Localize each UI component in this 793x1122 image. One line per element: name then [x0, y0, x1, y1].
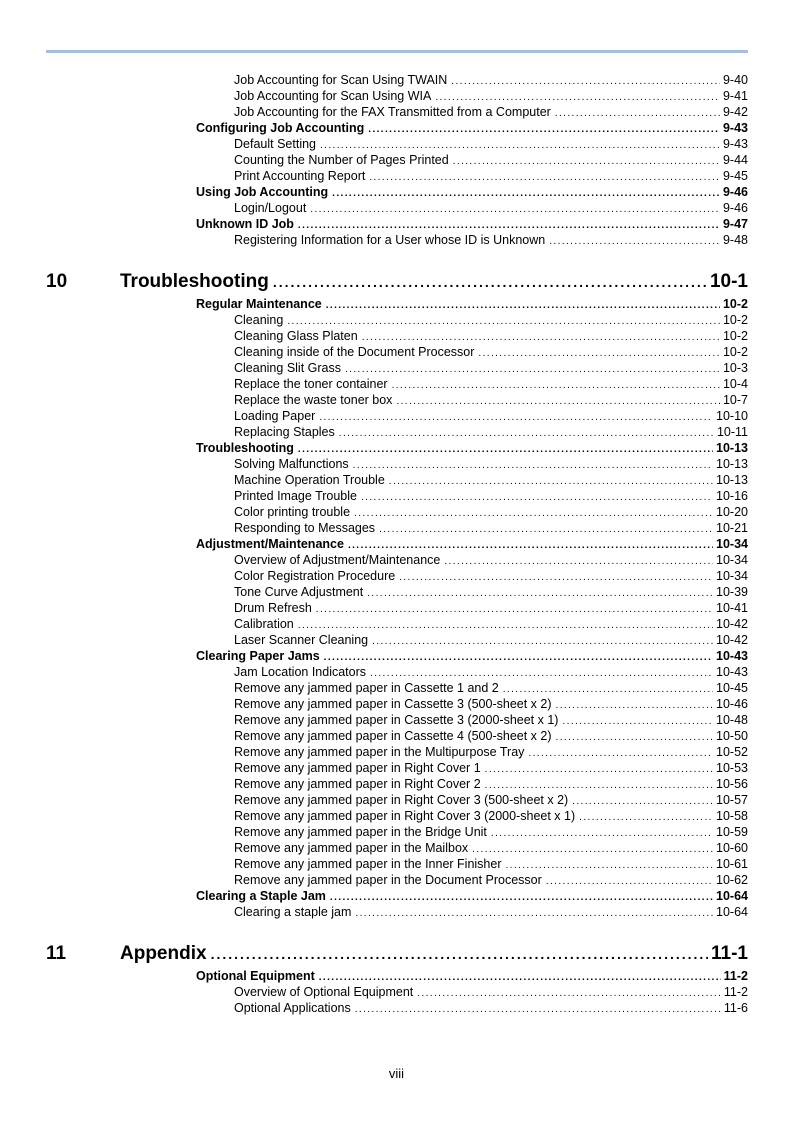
entry-title: Cleaning Slit Grass [234, 361, 341, 375]
dot-leader [370, 666, 713, 680]
subsection-entry[interactable] [234, 200, 748, 216]
section-entry[interactable] [196, 648, 748, 664]
entry-title: Replace the waste toner box [234, 393, 393, 407]
entry-page: 9-44 [722, 153, 748, 167]
entry-title: Clearing a staple jam [234, 905, 352, 919]
entry-page: 9-41 [722, 89, 748, 103]
entry-title: Cleaning inside of the Document Processor [234, 345, 475, 359]
subsection-entry[interactable] [234, 504, 748, 520]
entry-title: Remove any jammed paper in Cassette 3 (500-sheet x 2) [234, 697, 552, 711]
entry-page: 10-46 [716, 697, 748, 711]
dot-leader [324, 650, 713, 664]
entry-title: Appendix [120, 943, 207, 964]
entry-title: Replace the toner container [234, 377, 388, 391]
chapter-entry[interactable] [120, 942, 748, 966]
entry-page: 10-58 [716, 809, 748, 823]
subsection-entry[interactable] [234, 312, 748, 328]
subsection-entry[interactable] [234, 232, 748, 248]
entry-title: Tone Curve Adjustment [234, 585, 364, 599]
subsection-entry[interactable] [234, 632, 748, 648]
dot-leader [273, 270, 707, 294]
entry-page: 10-53 [716, 761, 748, 775]
dot-leader [555, 106, 720, 120]
entry-title: Troubleshooting [196, 441, 294, 455]
dot-leader [362, 330, 720, 344]
entry-page: 10-48 [716, 713, 748, 727]
entry-title: Responding to Messages [234, 521, 376, 535]
dot-leader [287, 314, 720, 328]
entry-title: Remove any jammed paper in Cassette 3 (2000-sheet x 1) [234, 713, 559, 727]
entry-title: Remove any jammed paper in Cassette 1 and 2 [234, 681, 499, 695]
dot-leader [310, 202, 720, 216]
dot-leader [369, 170, 720, 184]
dot-leader [372, 634, 713, 648]
entry-page: 9-42 [722, 105, 748, 119]
subsection-entry[interactable] [234, 840, 748, 856]
entry-page: 10-2 [722, 329, 748, 343]
dot-leader [316, 602, 713, 616]
chapter-number: 11 [46, 943, 67, 964]
subsection-entry[interactable] [234, 904, 748, 920]
entry-title: Unknown ID Job [196, 217, 294, 231]
entry-title: Remove any jammed paper in Right Cover 3 (500-sheet x 2) [234, 793, 569, 807]
dot-leader [389, 474, 713, 488]
entry-page: 10-1 [709, 271, 748, 292]
entry-page: 10-7 [722, 393, 748, 407]
dot-leader [361, 490, 713, 504]
subsection-entry[interactable] [234, 488, 748, 504]
entry-page: 10-56 [716, 777, 748, 791]
dot-leader [319, 410, 713, 424]
entry-title: Remove any jammed paper in Right Cover 3 (2000-sheet x 1) [234, 809, 576, 823]
subsection-entry[interactable] [234, 88, 748, 104]
dot-leader [326, 298, 720, 312]
subsection-entry[interactable] [234, 792, 748, 808]
dot-leader [355, 1002, 721, 1016]
subsection-entry[interactable] [234, 872, 748, 888]
dot-leader [444, 554, 713, 568]
dot-leader [503, 682, 713, 696]
dot-leader [451, 74, 720, 88]
entry-page: 10-2 [722, 345, 748, 359]
dot-leader [556, 698, 713, 712]
subsection-entry[interactable] [234, 344, 748, 360]
dot-leader [211, 942, 708, 966]
entry-title: Default Setting [234, 137, 316, 151]
entry-title: Remove any jammed paper in Cassette 4 (500-sheet x 2) [234, 729, 552, 743]
entry-page: 10-34 [716, 553, 748, 567]
entry-page: 9-48 [722, 233, 748, 247]
entry-title: Laser Scanner Cleaning [234, 633, 369, 647]
entry-title: Printed Image Trouble [234, 489, 357, 503]
section-entry[interactable] [196, 216, 748, 232]
entry-title: Remove any jammed paper in Right Cover 1 [234, 761, 481, 775]
entry-page: 10-34 [716, 569, 748, 583]
entry-page: 11-6 [723, 1001, 748, 1015]
section-entry[interactable] [196, 536, 748, 552]
entry-title: Print Accounting Report [234, 169, 366, 183]
entry-title: Color Registration Procedure [234, 569, 396, 583]
entry-page: 10-45 [716, 681, 748, 695]
subsection-entry[interactable] [234, 808, 748, 824]
entry-page: 10-57 [716, 793, 748, 807]
dot-leader [330, 890, 713, 904]
entry-page: 10-64 [716, 905, 748, 919]
entry-page: 10-59 [716, 825, 748, 839]
entry-page: 10-13 [716, 441, 748, 455]
entry-title: Remove any jammed paper in the Multipurpose Tray [234, 745, 525, 759]
dot-leader [491, 826, 713, 840]
subsection-entry[interactable] [234, 472, 748, 488]
dot-leader [399, 570, 713, 584]
section-entry[interactable] [196, 296, 748, 312]
dot-leader [478, 346, 720, 360]
entry-page: 10-16 [716, 489, 748, 503]
section-entry[interactable] [196, 888, 748, 904]
section-entry[interactable] [196, 968, 748, 984]
dot-leader [549, 234, 720, 248]
subsection-entry[interactable] [234, 360, 748, 376]
dot-leader [453, 154, 720, 168]
subsection-entry[interactable] [234, 984, 748, 1000]
section-entry[interactable] [196, 120, 748, 136]
entry-page: 10-11 [716, 425, 748, 439]
entry-page: 10-50 [716, 729, 748, 743]
entry-title: Remove any jammed paper in the Mailbox [234, 841, 469, 855]
section-entry[interactable] [196, 184, 748, 200]
entry-title: Login/Logout [234, 201, 307, 215]
subsection-entry[interactable] [234, 696, 748, 712]
dot-leader [355, 906, 713, 920]
entry-title: Using Job Accounting [196, 185, 329, 199]
entry-page: 10-2 [722, 297, 748, 311]
subsection-entry[interactable] [234, 568, 748, 584]
dot-leader [556, 730, 713, 744]
dot-leader [367, 586, 713, 600]
entry-title: Clearing Paper Jams [196, 649, 320, 663]
entry-title: Overview of Adjustment/Maintenance [234, 553, 441, 567]
dot-leader [320, 138, 720, 152]
entry-page: 10-64 [716, 889, 748, 903]
entry-title: Job Accounting for the FAX Transmitted from a Computer [234, 105, 551, 119]
dot-leader [546, 874, 713, 888]
entry-title: Regular Maintenance [196, 297, 322, 311]
entry-page: 9-40 [722, 73, 748, 87]
dot-leader [472, 842, 713, 856]
entry-page: 10-21 [716, 521, 748, 535]
entry-title: Optional Applications [234, 1001, 351, 1015]
entry-title: Calibration [234, 617, 294, 631]
dot-leader [339, 426, 714, 440]
page-number: viii [388, 1066, 405, 1081]
entry-title: Optional Equipment [196, 969, 315, 983]
entry-title: Remove any jammed paper in the Document Processor [234, 873, 542, 887]
subsection-entry[interactable] [234, 424, 748, 440]
entry-page: 10-52 [716, 745, 748, 759]
subsection-entry[interactable] [234, 744, 748, 760]
entry-page: 9-43 [722, 121, 748, 135]
dot-leader [319, 970, 721, 984]
dot-leader [298, 618, 713, 632]
entry-page: 10-10 [716, 409, 748, 423]
entry-page: 10-3 [722, 361, 748, 375]
subsection-entry[interactable] [234, 72, 748, 88]
subsection-entry[interactable] [234, 168, 748, 184]
entry-page: 10-20 [716, 505, 748, 519]
entry-page: 10-41 [716, 601, 748, 615]
entry-page: 9-43 [722, 137, 748, 151]
entry-page: 10-43 [716, 665, 748, 679]
subsection-entry[interactable] [234, 376, 748, 392]
entry-page: 9-45 [722, 169, 748, 183]
entry-page: 11-1 [711, 943, 748, 964]
subsection-entry[interactable] [234, 760, 748, 776]
entry-page: 10-61 [716, 857, 748, 871]
dot-leader [485, 762, 713, 776]
dot-leader [579, 810, 713, 824]
entry-page: 10-62 [716, 873, 748, 887]
dot-leader [379, 522, 713, 536]
entry-title: Adjustment/Maintenance [196, 537, 344, 551]
dot-leader [298, 442, 713, 456]
dot-leader [354, 506, 713, 520]
dot-leader [332, 186, 720, 200]
subsection-entry[interactable] [234, 392, 748, 408]
dot-leader [348, 538, 713, 552]
subsection-entry[interactable] [234, 136, 748, 152]
entry-title: Solving Malfunctions [234, 457, 349, 471]
entry-page: 9-46 [722, 201, 748, 215]
subsection-entry[interactable] [234, 552, 748, 568]
subsection-entry[interactable] [234, 152, 748, 168]
dot-leader [368, 122, 720, 136]
entry-page: 10-60 [716, 841, 748, 855]
header-rule [46, 50, 748, 53]
entry-page: 10-43 [716, 649, 748, 663]
subsection-entry[interactable] [234, 456, 748, 472]
entry-page: 10-42 [716, 617, 748, 631]
entry-title: Counting the Number of Pages Printed [234, 153, 449, 167]
entry-page: 10-42 [716, 633, 748, 647]
dot-leader [396, 394, 720, 408]
dot-leader [506, 858, 714, 872]
entry-title: Troubleshooting [120, 271, 269, 292]
dot-leader [353, 458, 713, 472]
subsection-entry[interactable] [234, 600, 748, 616]
entry-title: Configuring Job Accounting [196, 121, 365, 135]
entry-title: Replacing Staples [234, 425, 335, 439]
entry-title: Job Accounting for Scan Using WIA [234, 89, 432, 103]
entry-title: Overview of Optional Equipment [234, 985, 414, 999]
subsection-entry[interactable] [234, 712, 748, 728]
dot-leader [345, 362, 720, 376]
entry-title: Remove any jammed paper in the Bridge Unit [234, 825, 487, 839]
dot-leader [298, 218, 720, 232]
chapter-entry[interactable] [120, 270, 748, 294]
dot-leader [572, 794, 713, 808]
entry-page: 11-2 [723, 985, 748, 999]
entry-title: Job Accounting for Scan Using TWAIN [234, 73, 448, 87]
entry-title: Cleaning Glass Platen [234, 329, 358, 343]
entry-title: Drum Refresh [234, 601, 312, 615]
entry-title: Jam Location Indicators [234, 665, 367, 679]
entry-page: 11-2 [723, 969, 748, 983]
section-entry[interactable] [196, 440, 748, 456]
subsection-entry[interactable] [234, 680, 748, 696]
entry-page: 9-46 [722, 185, 748, 199]
entry-page: 10-34 [716, 537, 748, 551]
subsection-entry[interactable] [234, 664, 748, 680]
subsection-entry[interactable] [234, 408, 748, 424]
entry-page: 9-47 [722, 217, 748, 231]
entry-title: Registering Information for a User whose ID is Unknown [234, 233, 546, 247]
entry-title: Loading Paper [234, 409, 316, 423]
subsection-entry[interactable] [234, 1000, 748, 1016]
dot-leader [528, 746, 713, 760]
entry-title: Remove any jammed paper in the Inner Finisher [234, 857, 502, 871]
subsection-entry[interactable] [234, 328, 748, 344]
subsection-entry[interactable] [234, 728, 748, 744]
entry-page: 10-13 [716, 473, 748, 487]
dot-leader [562, 714, 713, 728]
subsection-entry[interactable] [234, 776, 748, 792]
entry-title: Color printing trouble [234, 505, 351, 519]
subsection-entry[interactable] [234, 824, 748, 840]
entry-title: Clearing a Staple Jam [196, 889, 326, 903]
dot-leader [485, 778, 713, 792]
entry-page: 10-39 [716, 585, 748, 599]
entry-title: Machine Operation Trouble [234, 473, 385, 487]
chapter-number: 10 [46, 271, 68, 292]
entry-page: 10-13 [716, 457, 748, 471]
subsection-entry[interactable] [234, 616, 748, 632]
entry-page: 10-4 [722, 377, 748, 391]
entry-page: 10-2 [722, 313, 748, 327]
entry-title: Cleaning [234, 313, 284, 327]
dot-leader [392, 378, 720, 392]
entry-title: Remove any jammed paper in Right Cover 2 [234, 777, 481, 791]
dot-leader [417, 986, 721, 1000]
subsection-entry[interactable] [234, 584, 748, 600]
subsection-entry[interactable] [234, 856, 748, 872]
dot-leader [435, 90, 720, 104]
subsection-entry[interactable] [234, 104, 748, 120]
subsection-entry[interactable] [234, 520, 748, 536]
